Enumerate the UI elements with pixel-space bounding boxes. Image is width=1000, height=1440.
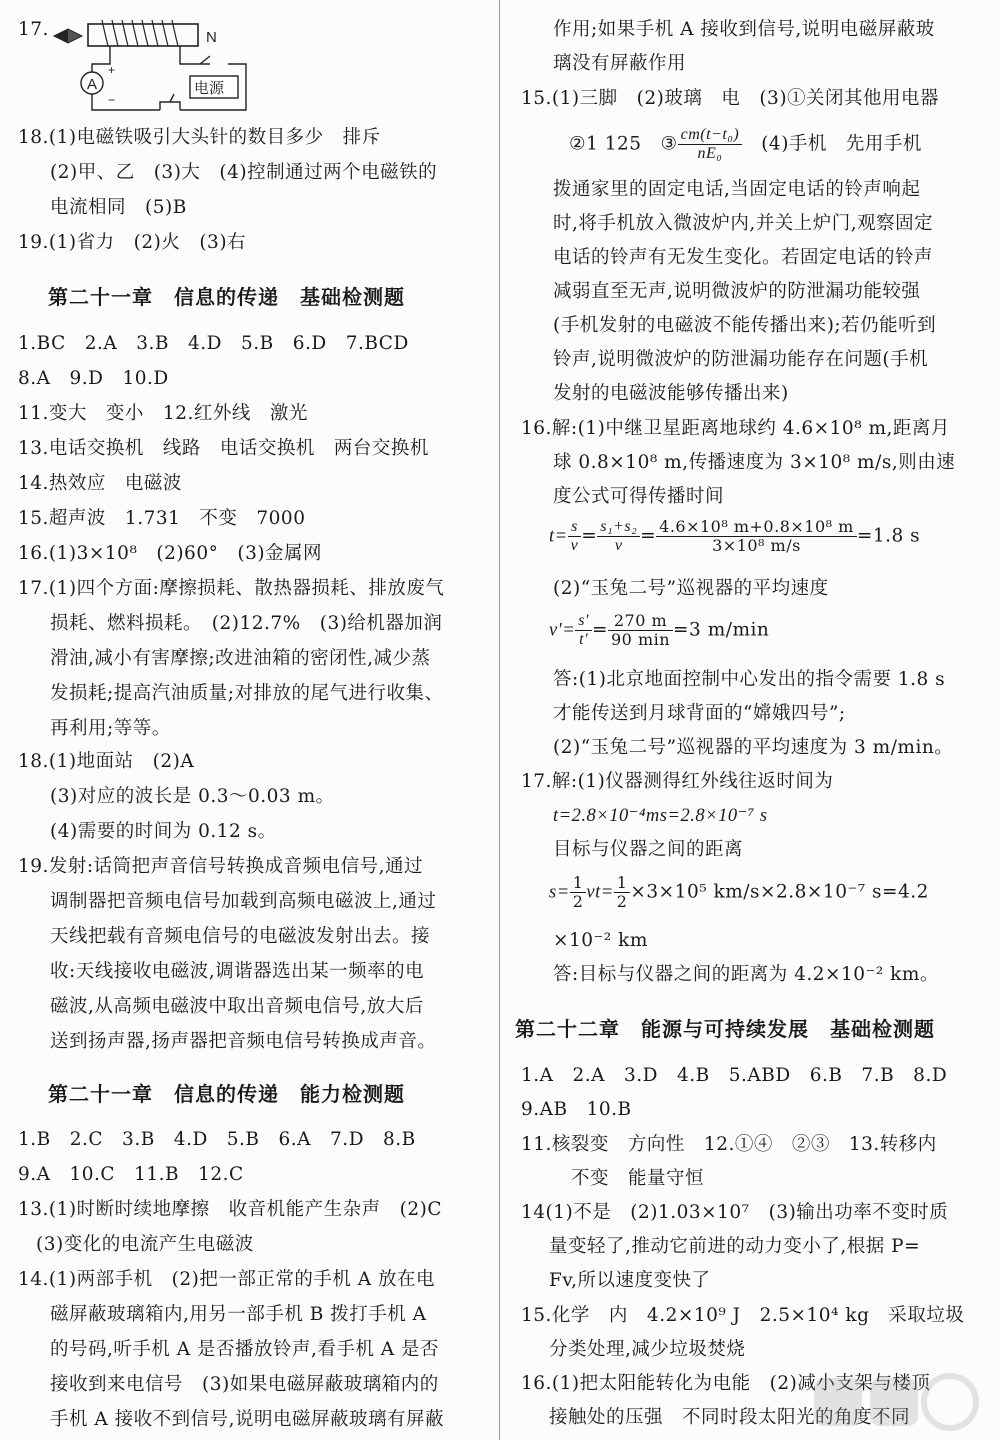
right-line-16: (2)“玉兔二号”巡视器的平均速度为 3 m/min。	[553, 737, 954, 758]
left-line-11: 17.(1)四个方面:摩擦损耗、散热器损耗、排放废气	[18, 578, 445, 599]
right-line-24: 11.核裂变 方向性 12.①④ ②③ 13.转移内	[521, 1134, 937, 1155]
left-line-10: 16.(1)3×10⁸ (2)60° (3)金属网	[18, 543, 323, 564]
formula-16-eq2: =	[640, 525, 657, 547]
chapter-22-basic-heading: 第二十二章 能源与可持续发展 基础检测题	[515, 1017, 935, 1041]
right-line-28: Fv,所以速度变快了	[549, 1270, 711, 1291]
right-line-25: 不变 能量守恒	[571, 1168, 705, 1189]
right-line-13: (2)“玉兔二号”巡视器的平均速度	[553, 578, 829, 599]
right-line-10: 16.解:(1)中继卫星距离地球约 4.6×10⁸ m,距离月	[521, 418, 950, 439]
right-line-12: 度公式可得传播时间	[553, 486, 725, 507]
formula-16-frac2-den: v	[614, 537, 623, 554]
formula-16-time	[549, 518, 920, 555]
left-line-22: 收:天线接收电磁波,调谐器选出某一频率的电	[50, 961, 425, 982]
formula-17-frac1	[570, 874, 587, 911]
formula-16-frac2	[597, 518, 640, 555]
electromagnet-circuit-diagram	[50, 14, 310, 119]
left-line-3: 19.(1)省力 (2)火 (3)右	[18, 232, 247, 253]
right-column	[505, 0, 1000, 1440]
power-source-label: 电源	[194, 79, 225, 97]
left-line-2: 电流相同 (5)B	[50, 197, 187, 218]
ammeter-label: A	[87, 76, 98, 93]
formula-15	[569, 126, 922, 163]
right-line-17: 17.解:(1)仪器测得红外线往返时间为	[521, 771, 834, 792]
left-line-13: 滑油,减小有害摩擦;改进油箱的密闭性,减少蒸	[50, 648, 431, 669]
formula-16-frac1-num: s	[568, 518, 582, 537]
item-17-number: 17.	[18, 19, 49, 40]
left-line-0: 18.(1)电磁铁吸引大头针的数目多少 排斥	[18, 127, 381, 148]
left-line-33: 手机 A 接收不到信号,说明电磁屏蔽玻璃有屏蔽	[50, 1409, 445, 1430]
right-line-5: 电话的铃声有无发生变化。若固定电话的铃声	[553, 247, 934, 268]
formula-16b-frac1	[575, 612, 592, 649]
left-line-9: 15.超声波 1.731 不变 7000	[18, 508, 306, 529]
left-line-25: 1.B 2.C 3.B 4.D 5.B 6.A 7.D 8.B	[18, 1129, 416, 1150]
formula-17-distance	[549, 874, 929, 911]
formula-16-speed	[549, 612, 769, 649]
north-pole-label: N	[206, 29, 217, 46]
formula-16b-frac1-num: s′	[575, 612, 592, 631]
left-line-26: 9.A 10.C 11.B 12.C	[18, 1164, 244, 1185]
formula-17-frac1-num: 1	[570, 874, 587, 893]
right-line-7: (手机发射的电磁波不能传播出来);若仍能听到	[553, 315, 937, 336]
left-line-19: 19.发射:话筒把声音信号转换成音频电信号,通过	[18, 856, 424, 877]
formula-17-frac2-num: 1	[614, 874, 631, 893]
chapter-21-basic-heading: 第二十一章 信息的传递 基础检测题	[48, 285, 405, 309]
formula-16b-frac2-den: 90 min	[611, 630, 671, 649]
formula-16-result: =1.8 s	[856, 525, 921, 547]
formula-17-lhs: s=	[549, 882, 570, 903]
right-line-0: 作用;如果手机 A 接收到信号,说明电磁屏蔽玻	[553, 19, 935, 40]
left-line-16: 18.(1)地面站 (2)A	[18, 751, 195, 772]
left-line-12: 损耗、燃料损耗。 (2)12.7% (3)给机器加润	[50, 613, 443, 634]
left-line-18: (4)需要的时间为 0.12 s。	[50, 821, 277, 842]
left-line-5: 8.A 9.D 10.D	[18, 368, 169, 389]
formula-16b-lhs: v′=	[549, 620, 576, 641]
formula-16b-frac2	[608, 612, 673, 649]
column-divider	[499, 0, 500, 1440]
right-line-14: 答:(1)北京地面控制中心发出的指令需要 1.8 s	[553, 669, 946, 690]
right-line-2: 15.(1)三脚 (2)玻璃 电 (3)①关闭其他用电器	[521, 88, 940, 109]
right-line-8: 铃声,说明微波炉的防泄漏功能存在问题(手机	[553, 349, 929, 370]
minus-label: −	[108, 93, 116, 107]
left-column	[0, 0, 495, 1440]
formula-15-prefix: ②1 125 ③	[569, 133, 678, 155]
chapter-21-ability-heading: 第二十一章 信息的传递 能力检测题	[48, 1082, 405, 1106]
left-line-24: 送到扬声器,扬声器把音频电信号转换成声音。	[50, 1031, 437, 1052]
left-line-20: 调制器把音频电信号加载到高频电磁波上,通过	[50, 891, 437, 912]
left-line-27: 13.(1)时断时续地摩擦 收音机能产生杂声 (2)C	[18, 1199, 442, 1220]
formula-16b-frac1-den: t′	[579, 631, 589, 648]
left-line-21: 天线把载有音频电信号的电磁波发射出去。接	[50, 926, 431, 947]
right-line-30: 分类处理,减少垃圾焚烧	[549, 1339, 746, 1360]
formula-16-frac3-den: 3×10⁸ m/s	[712, 536, 801, 555]
left-line-1: (2)甲、乙 (3)大 (4)控制通过两个电磁铁的	[50, 162, 438, 183]
right-line-23: 9.AB 10.B	[521, 1099, 632, 1120]
left-line-29: 14.(1)两部手机 (2)把一部正常的手机 A 放在电	[18, 1269, 435, 1290]
left-line-28: (3)变化的电流产生电磁波	[36, 1234, 254, 1255]
formula-16-lhs: t=	[549, 526, 568, 547]
formula-16-eq1: =	[581, 525, 598, 547]
right-line-20: ×10⁻² km	[553, 930, 648, 951]
formula-15-suffix: (4)手机 先用手机	[742, 133, 922, 155]
right-line-27: 量变轻了,推动它前进的动力变小了,根据 P=	[549, 1236, 921, 1257]
left-line-31: 的号码,听手机 A 是否播放铃声,看手机 A 是否	[50, 1339, 440, 1360]
formula-17-frac2	[614, 874, 631, 911]
left-line-4: 1.BC 2.A 3.B 4.D 5.B 6.D 7.BCD	[18, 333, 409, 354]
right-line-3: 拨通家里的固定电话,当固定电话的铃声响起	[553, 179, 921, 200]
formula-15-fraction	[678, 126, 743, 163]
left-line-15: 再利用;等等。	[50, 718, 171, 739]
formula-17-result: ×3×10⁵ km/s×2.8×10⁻⁷ s=4.2	[630, 881, 929, 903]
formula-16-frac1	[568, 518, 582, 555]
left-line-14: 发损耗;提高汽油质量;对排放的尾气进行收集、	[50, 683, 444, 704]
formula-16-frac1-den: v	[570, 537, 579, 554]
right-line-15: 才能传送到月球背面的“嫦娥四号”;	[553, 703, 846, 724]
right-line-9: 发射的电磁波能够传播出来)	[553, 383, 789, 404]
right-line-1: 璃没有屏蔽作用	[553, 53, 687, 74]
plus-label: +	[108, 63, 116, 77]
left-line-32: 接收到来电信号 (3)如果电磁屏蔽玻璃箱内的	[50, 1374, 439, 1395]
right-line-18: t=2.8×10⁻⁴ms=2.8×10⁻⁷ s	[553, 806, 768, 826]
right-line-4: 时,将手机放入微波炉内,并关上炉门,观察固定	[553, 213, 934, 234]
formula-15-numerator: cm(t−t₀)	[678, 126, 743, 145]
right-line-22: 1.A 2.A 3.D 4.B 5.ABD 6.B 7.B 8.D	[521, 1065, 948, 1086]
formula-17-frac2-den: 2	[616, 892, 628, 911]
right-line-11: 球 0.8×10⁸ m,传播速度为 3×10⁸ m/s,则由速	[553, 452, 956, 473]
right-line-21: 答:目标与仪器之间的距离为 4.2×10⁻² km。	[553, 964, 939, 985]
left-line-30: 磁屏蔽玻璃箱内,用另一部手机 B 拨打手机 A	[50, 1304, 427, 1325]
watermark-logo	[810, 1370, 985, 1435]
formula-16-frac2-num: s₁+s₂	[597, 518, 640, 537]
right-line-6: 减弱直至无声,说明微波炉的防泄漏功能较强	[553, 281, 921, 302]
formula-15-denominator: nE₀	[697, 145, 723, 162]
right-line-29: 15.化学 内 4.2×10⁹ J 2.5×10⁴ kg 采取垃圾	[521, 1305, 965, 1326]
formula-16b-eq1: =	[591, 619, 608, 641]
formula-16b-frac2-num: 270 m	[608, 612, 673, 631]
right-line-26: 14(1)不是 (2)1.03×10⁷ (3)输出功率不变时质	[521, 1202, 949, 1223]
formula-16-frac3-num: 4.6×10⁸ m+0.8×10⁸ m	[656, 518, 857, 537]
left-line-23: 磁波,从高频电磁波中取出音频电信号,放大后	[50, 996, 424, 1017]
right-line-19: 目标与仪器之间的距离	[553, 839, 744, 860]
right-line-31: 16.(1)把太阳能转化为电能 (2)减小支架与楼顶	[521, 1373, 931, 1394]
left-line-8: 14.热效应 电磁波	[18, 473, 182, 494]
formula-16b-result: =3 m/min	[673, 619, 770, 641]
left-line-7: 13.电话交换机 线路 电话交换机 两台交换机	[18, 438, 429, 459]
formula-16-frac3	[656, 518, 857, 555]
formula-17-mid: vt=	[586, 882, 614, 903]
left-line-6: 11.变大 变小 12.红外线 激光	[18, 403, 308, 424]
formula-17-frac1-den: 2	[572, 892, 584, 911]
right-line-32: 接触处的压强 不同时段太阳光的角度不同	[549, 1407, 911, 1428]
left-line-17: (3)对应的波长是 0.3～0.03 m。	[50, 786, 335, 807]
